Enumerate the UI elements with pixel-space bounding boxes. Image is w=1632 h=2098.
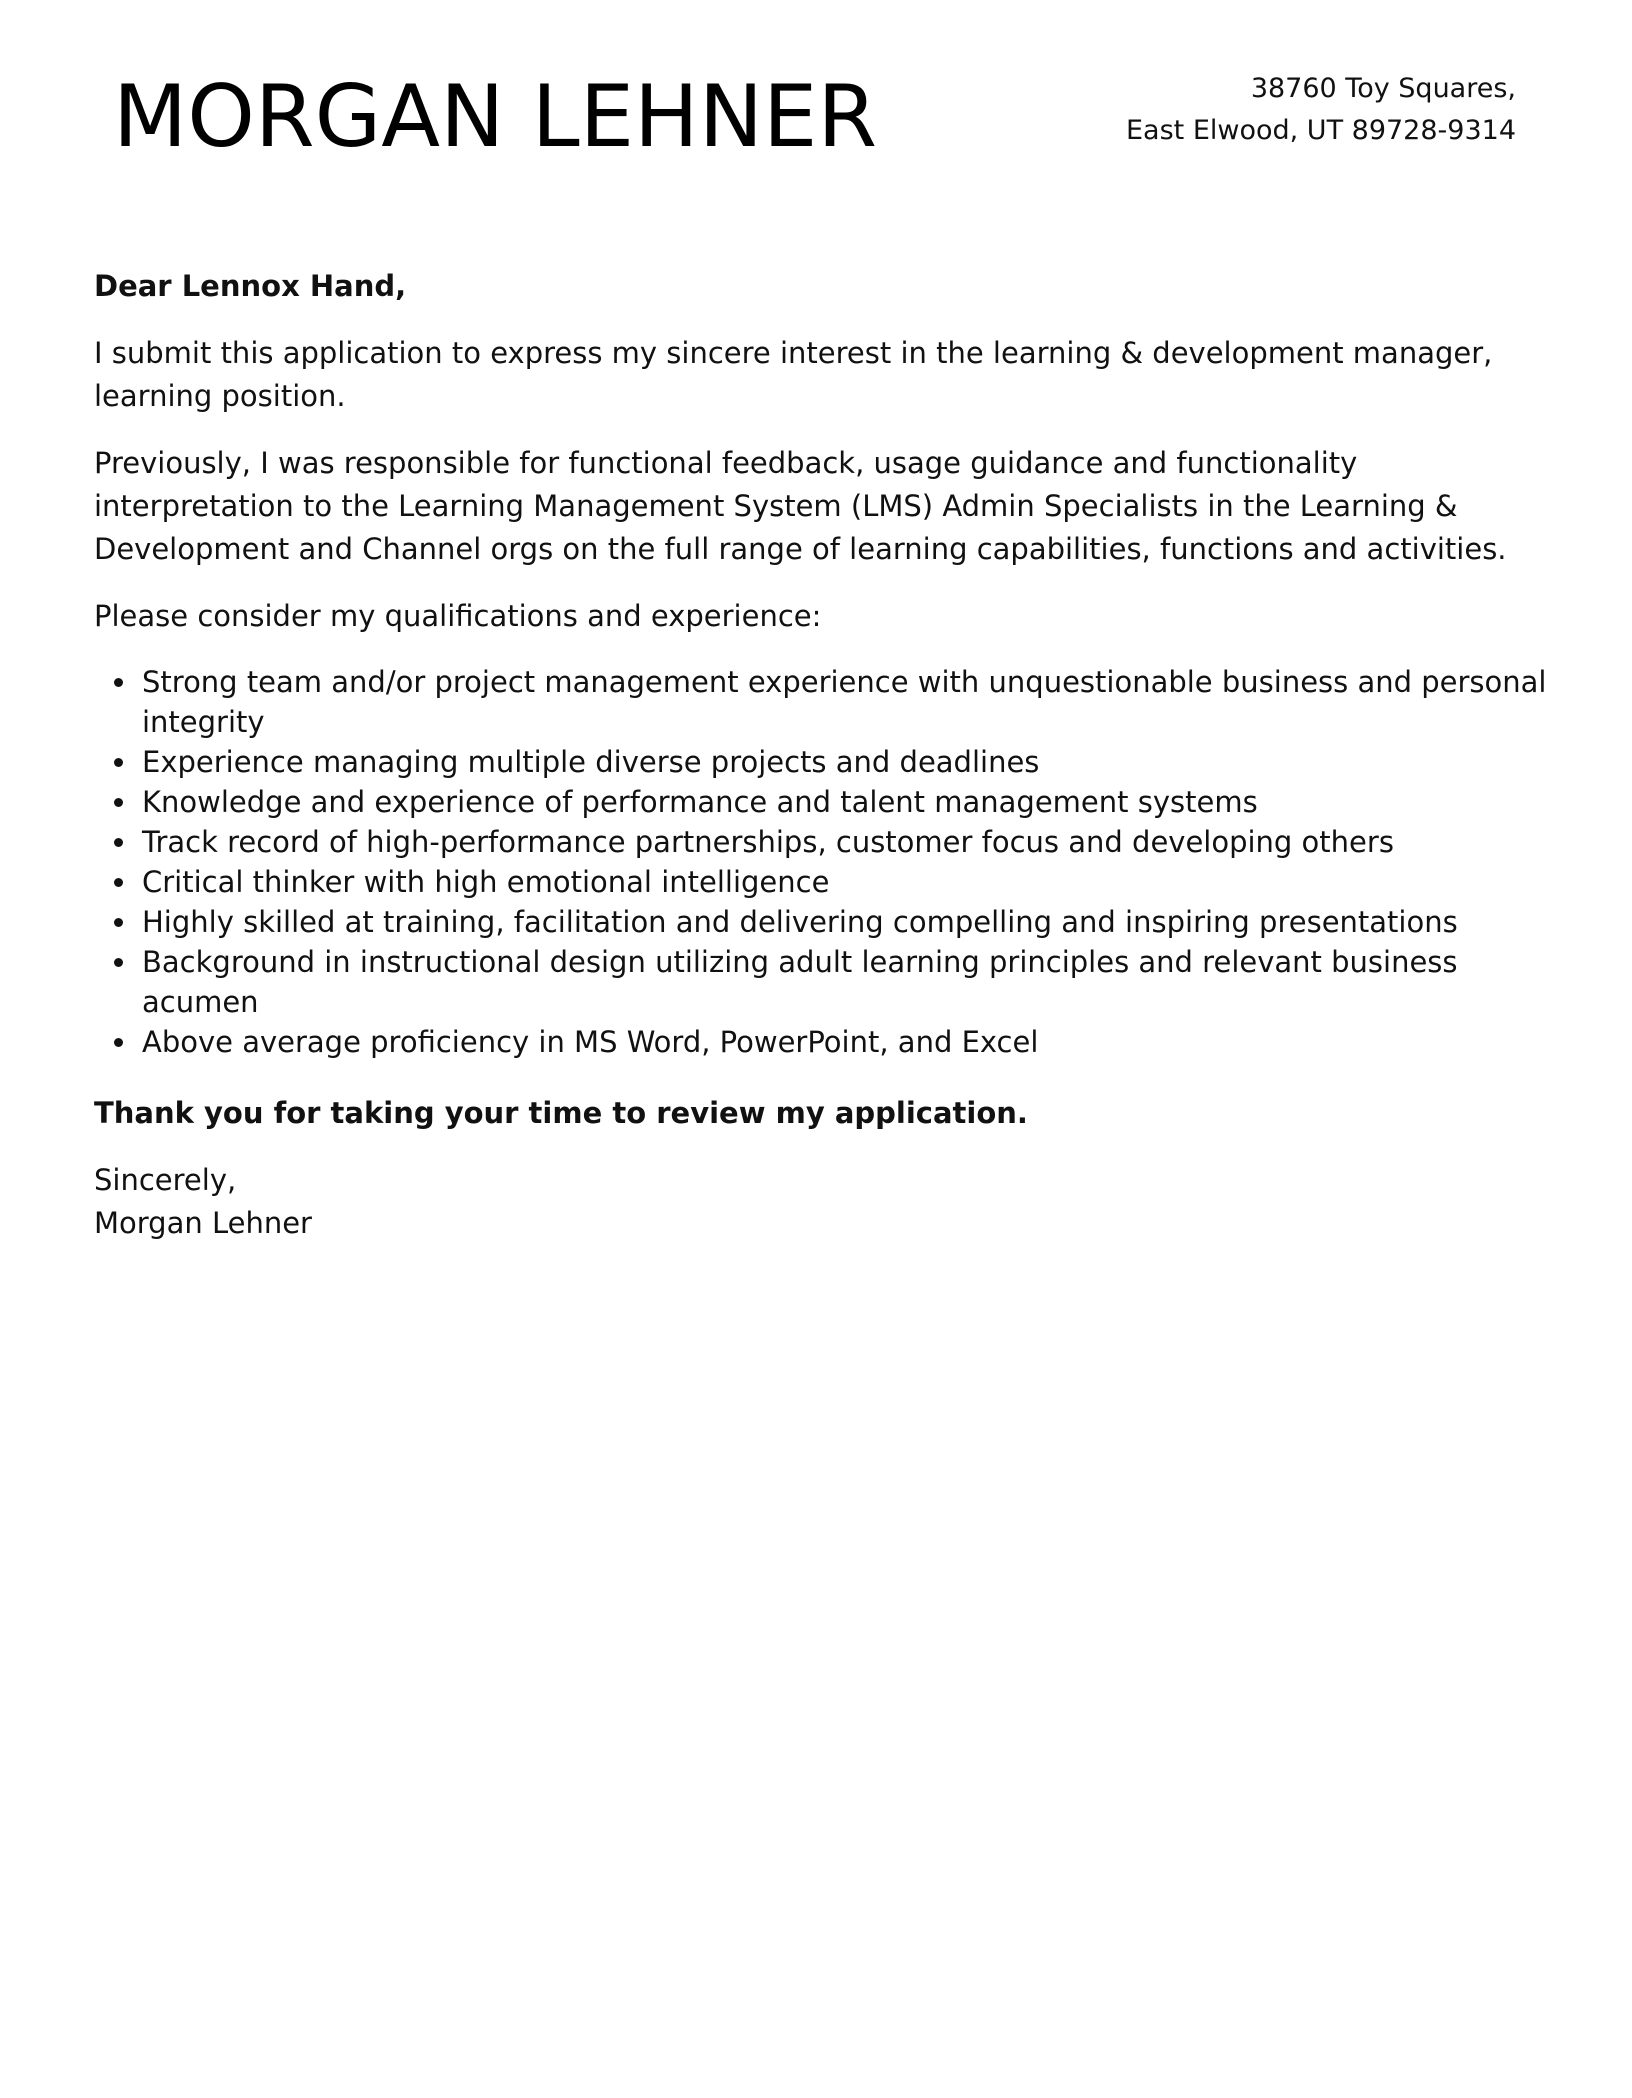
bullet-icon bbox=[114, 678, 123, 687]
list-item-text: Background in instructional design utilizing adult learning principles and relevant business acumen bbox=[142, 945, 1458, 1019]
address-line-2: East Elwood, UT 89728-9314 bbox=[1125, 115, 1516, 146]
list-item-text: Strong team and/or project management experience with unquestionable business and personal integrity bbox=[142, 665, 1547, 739]
bullet-icon bbox=[114, 838, 123, 847]
bullet-icon bbox=[114, 878, 123, 887]
address-line-1: 38760 Toy Squares, bbox=[1250, 73, 1516, 104]
list-item-text: Knowledge and experience of performance and talent management systems bbox=[142, 785, 1258, 819]
bullet-icon bbox=[114, 1038, 123, 1047]
salutation: Dear Lennox Hand, bbox=[94, 269, 407, 303]
qualifications-intro: Please consider my qualifications and experience: bbox=[94, 599, 822, 633]
list-item bbox=[94, 742, 1554, 782]
bullet-icon bbox=[114, 918, 123, 927]
bullet-icon bbox=[114, 758, 123, 767]
bullet-icon bbox=[114, 958, 123, 967]
bullet-icon bbox=[114, 798, 123, 807]
intro-paragraph: I submit this application to express my sincere interest in the learning & development manager, learning position. bbox=[94, 336, 1493, 413]
list-item bbox=[94, 902, 1554, 942]
list-item bbox=[94, 662, 1554, 742]
list-item bbox=[94, 782, 1554, 822]
signature-name: Morgan Lehner bbox=[94, 1206, 312, 1240]
applicant-address bbox=[1126, 68, 1516, 152]
list-item-text: Highly skilled at training, facilitation and delivering compelling and inspiring presentations bbox=[142, 905, 1458, 939]
list-item bbox=[94, 942, 1554, 1022]
signoff: Sincerely, bbox=[94, 1163, 237, 1197]
letter-body bbox=[94, 265, 1554, 1245]
signoff-block bbox=[94, 1159, 1554, 1245]
closing-statement: Thank you for taking your time to review my application. bbox=[94, 1096, 1028, 1130]
qualifications-list bbox=[94, 662, 1554, 1062]
list-item-text: Track record of high-performance partnerships, customer focus and developing others bbox=[142, 825, 1394, 859]
list-item-text: Experience managing multiple diverse projects and deadlines bbox=[142, 745, 1040, 779]
list-item-text: Above average proficiency in MS Word, PowerPoint, and Excel bbox=[142, 1025, 1039, 1059]
letter-header bbox=[0, 0, 1632, 200]
list-item bbox=[94, 1022, 1554, 1062]
list-item-text: Critical thinker with high emotional intelligence bbox=[142, 865, 830, 899]
list-item bbox=[94, 862, 1554, 902]
applicant-name: MORGAN LEHNER bbox=[113, 67, 878, 167]
experience-paragraph: Previously, I was responsible for functional feedback, usage guidance and functionality interpretation to the Learning Management System (LMS) Admin Specialists in the Learning & Development and Channel orgs on the full range of learning capabilities, functions and activities. bbox=[94, 446, 1507, 566]
list-item bbox=[94, 822, 1554, 862]
